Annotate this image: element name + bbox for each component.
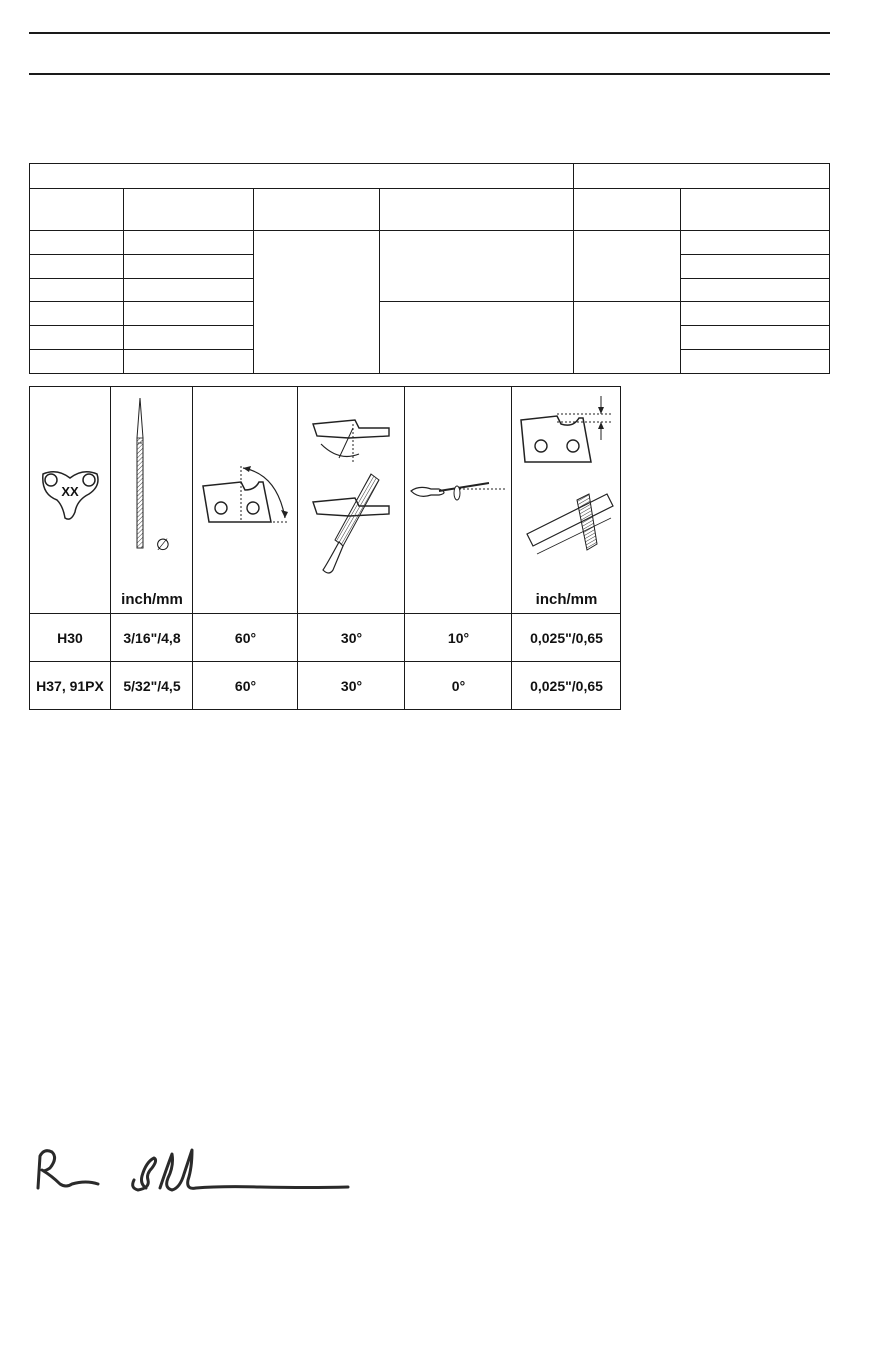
spec-header-col-5 <box>573 188 681 231</box>
spec-cell <box>123 230 254 255</box>
spec-cell-merged <box>379 301 574 374</box>
spec-cell <box>680 230 830 255</box>
spec-header-group-right <box>573 163 830 189</box>
row-1-tilt: 10° <box>447 630 470 646</box>
diameter-symbol: ∅ <box>156 535 170 554</box>
row-2-tilt: 0° <box>451 678 466 694</box>
row-2-file: 5/32"/4,5 <box>123 678 181 694</box>
spec-cell <box>29 230 124 255</box>
spec-cell <box>123 278 254 302</box>
top-plate-angle-icon <box>201 456 293 536</box>
spec-header-col-6 <box>680 188 830 231</box>
chain-link-icon <box>37 466 103 526</box>
spec-cell-merged <box>573 230 681 302</box>
spec-cell <box>680 325 830 350</box>
spec-header-col-1 <box>29 188 124 231</box>
file-tilt-icon <box>409 471 509 511</box>
spec-cell <box>29 278 124 302</box>
sharpening-table <box>29 386 621 710</box>
spec-cell <box>123 325 254 350</box>
row-1-file: 3/16"/4,8 <box>123 630 181 646</box>
spec-cell-merged <box>573 301 681 374</box>
depth-unit-label: inch/mm <box>535 591 598 608</box>
row-2-file-angle: 30° <box>340 678 363 694</box>
spec-cell <box>29 325 124 350</box>
spec-cell <box>680 254 830 279</box>
depth-gauge-icon <box>517 394 617 564</box>
row-2-depth: 0,025"/0,65 <box>530 678 603 694</box>
spec-cell <box>29 254 124 279</box>
chain-link-label: XX <box>61 484 79 499</box>
spec-cell <box>123 254 254 279</box>
spec-cell <box>680 349 830 374</box>
round-file-icon <box>129 398 179 558</box>
signature-image <box>30 1140 360 1210</box>
row-1-file-angle: 30° <box>340 630 363 646</box>
spec-cell <box>123 301 254 326</box>
file-angle-icon <box>309 414 399 579</box>
row-1-depth: 0,025"/0,65 <box>530 630 603 646</box>
spec-cell <box>680 301 830 326</box>
spec-cell <box>680 278 830 302</box>
row-2-top-plate: 60° <box>234 678 257 694</box>
second-rule <box>29 73 830 75</box>
spec-cell <box>29 349 124 374</box>
spec-cell-merged <box>253 230 380 374</box>
spec-header-group-left <box>29 163 574 189</box>
file-unit-label: inch/mm <box>121 591 183 608</box>
spec-header-col-2 <box>123 188 254 231</box>
spec-header-col-4 <box>379 188 574 231</box>
spec-cell <box>123 349 254 374</box>
row-2-chain: H37, 91PX <box>36 678 104 694</box>
spec-cell-merged <box>379 230 574 302</box>
row-1-chain: H30 <box>57 630 83 646</box>
spec-header-col-3 <box>253 188 380 231</box>
top-rule <box>29 32 830 34</box>
spec-cell <box>29 301 124 326</box>
spec-table <box>29 163 830 374</box>
row-1-top-plate: 60° <box>234 630 257 646</box>
